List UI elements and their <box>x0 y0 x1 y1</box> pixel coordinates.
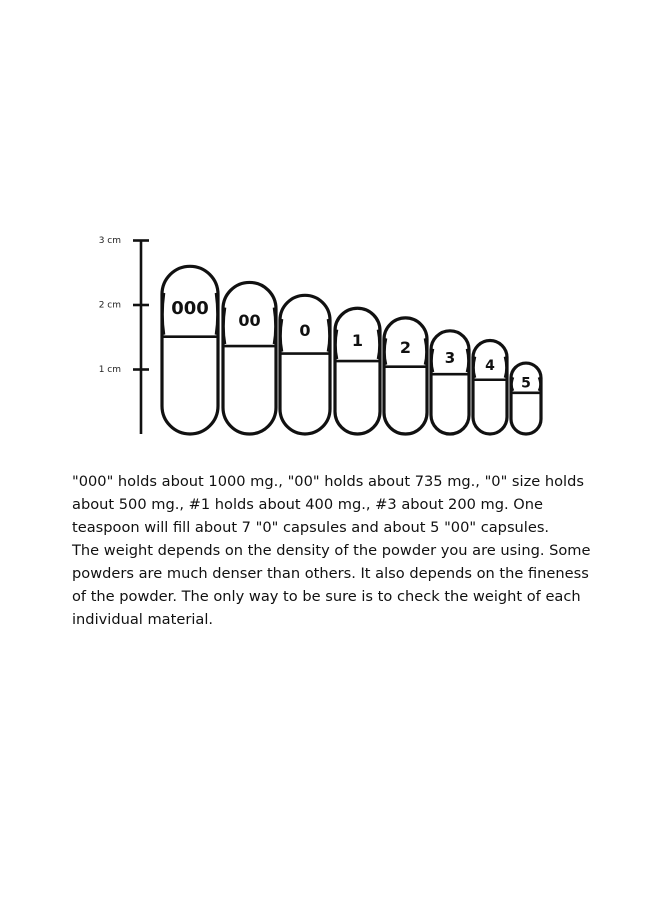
capsule-size-label: 4 <box>485 358 495 375</box>
capsule-size-3 <box>431 331 469 434</box>
cm-ruler <box>99 236 149 434</box>
capsule-body <box>223 282 276 434</box>
capsule-size-label: 3 <box>444 349 456 368</box>
capsule-size-00 <box>223 282 276 434</box>
capsule-size-000 <box>162 266 218 434</box>
capsule-size-label: 2 <box>399 338 412 358</box>
capsule-size-label: 5 <box>521 375 531 392</box>
ruler-tick-label: 3 cm <box>98 236 121 246</box>
capsule-body <box>280 295 330 434</box>
capsule-body <box>162 266 218 434</box>
capsule-size-label: 000 <box>171 298 209 320</box>
capsule-body <box>431 331 469 434</box>
capsule-size-label: 0 <box>299 320 311 340</box>
capsule-size-5 <box>511 363 541 434</box>
capsule-body <box>511 363 541 434</box>
capsule-size-label: 1 <box>351 330 364 350</box>
capsule-size-1 <box>335 308 380 434</box>
capsule-size-label: 00 <box>238 310 261 330</box>
capacity-description <box>72 470 592 631</box>
capsule-size-4 <box>473 340 507 434</box>
capsule-row <box>162 266 541 434</box>
capsule-body <box>384 318 427 434</box>
capsule-size-2 <box>384 318 427 434</box>
description-density-paragraph: The weight depends on the density of the powder you are using. Some powders are much denser than others. It also depends on the fineness of the powder. The only way to be sure is to check the weight of each individual material. <box>72 542 591 628</box>
capsule-body <box>473 340 507 434</box>
description-capacity-paragraph: "000" holds about 1000 mg., "00" holds about 735 mg., "0" size holds about 500 mg., #1 holds about 400 mg., #3 about 200 mg. One teaspoon will fill about 7 "0" capsules and about 5 "00" capsules. <box>72 473 584 536</box>
capsule-body <box>335 308 380 434</box>
capsule-size-0 <box>280 295 330 434</box>
ruler-tick-label: 2 cm <box>98 300 121 311</box>
ruler-tick-label: 1 cm <box>98 365 121 375</box>
